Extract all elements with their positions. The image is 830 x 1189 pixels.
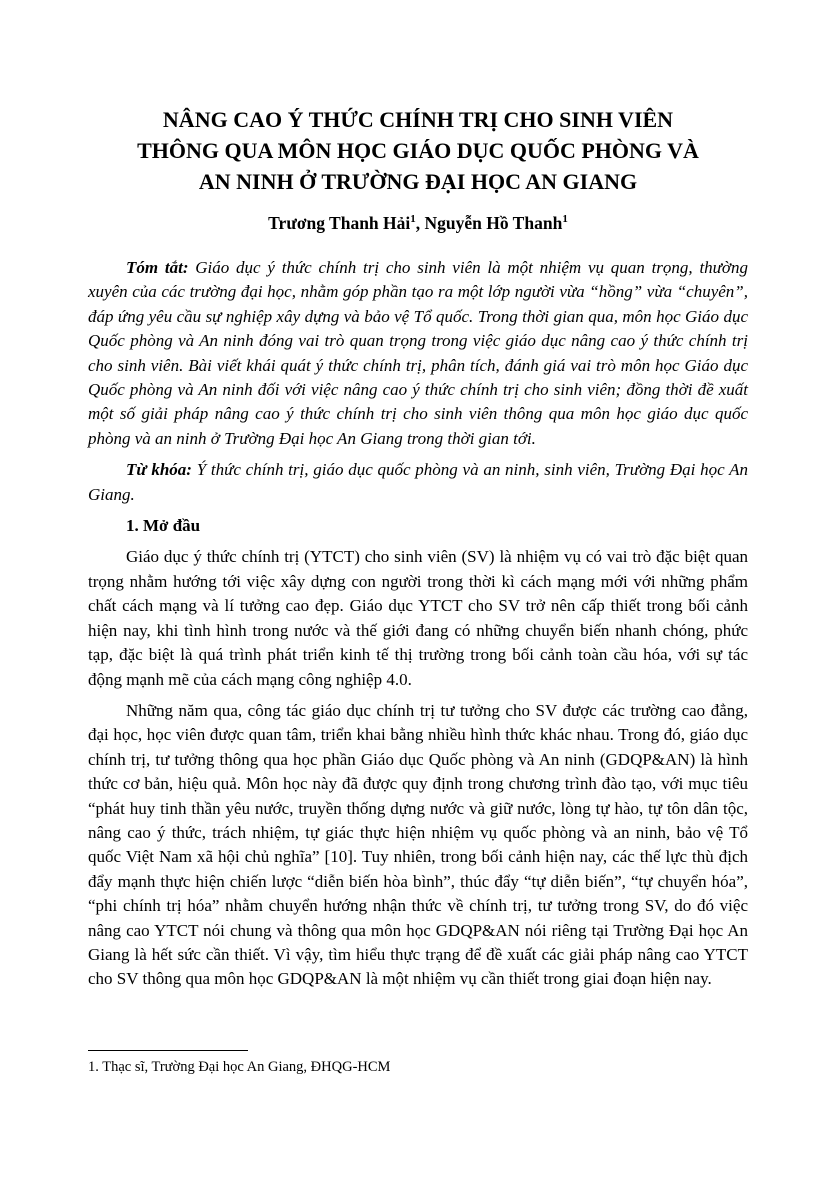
abstract-text: Giáo dục ý thức chính trị cho sinh viên là một nhiệm vụ quan trọng, thường xuyên của các trường đại học, nhằm góp phần tạo ra một lớp người vừa “hồng” vừa “chuyên”, đáp ứng yêu cầu sự nghiệp xây dựng và bảo vệ Tổ quốc. Trong thời gian qua, môn học Giáo dục Quốc phòng và An ninh đóng vai trò quan trọng trong việc giáo dục nâng cao ý thức chính trị cho sinh viên. Bài viết khái quát ý thức chính trị, phân tích, đánh giá vai trò môn học Giáo dục Quốc phòng và An ninh đối với việc nâng cao ý thức chính trị cho sinh viên; đồng thời đề xuất một số giải pháp nâng cao ý thức chính trị cho sinh viên thông qua môn học giáo dục quốc phòng và an ninh ở Trường Đại học An Giang trong thời gian tới.	[88, 258, 749, 448]
abstract-paragraph	[88, 256, 748, 451]
section-1-heading: 1. Mở đầu	[126, 516, 201, 536]
author-1-affiliation-mark: 1	[410, 213, 416, 226]
paper-title-line-2: THÔNG QUA MÔN HỌC GIÁO DỤC QUỐC PHÒNG VÀ	[137, 138, 699, 163]
footnote-separator	[88, 1050, 248, 1051]
paper-title	[88, 104, 748, 197]
keywords-label: Từ khóa:	[126, 460, 192, 480]
page-content	[88, 104, 748, 999]
paper-title-line-3: AN NINH Ở TRƯỜNG ĐẠI HỌC AN GIANG	[198, 169, 638, 194]
footnote-text: 1. Thạc sĩ, Trường Đại học An Giang, ĐHQG-HCM	[88, 1059, 391, 1075]
author-separator: ,	[415, 213, 425, 233]
author-2-affiliation-mark: 1	[562, 213, 568, 226]
body-paragraph-1: Giáo dục ý thức chính trị (YTCT) cho sinh viên (SV) là nhiệm vụ có vai trò đặc biệt quan trọng nhằm hướng tới việc xây dựng con người trong thời kì cách mạng mới với những phẩm chất cách mạng và lí tưởng cao đẹp. Giáo dục YTCT cho SV trở nên cấp thiết trong bối cảnh hiện nay, khi tình hình trong nước và thế giới đang có những chuyển biến nhanh chóng, phức tạp, đặc biệt là quá trình phát triển kinh tế thị trường trong bối cảnh toàn cầu hóa, với sự tác động mạnh mẽ của cách mạng công nghiệp 4.0.	[88, 547, 748, 689]
body-paragraph-2: Những năm qua, công tác giáo dục chính trị tư tưởng cho SV được các trường cao đẳng, đại học, học viên được quan tâm, triển khai bằng nhiều hình thức khác nhau. Trong đó, giáo dục chính trị, tư tưởng thông qua học phần Giáo dục Quốc phòng và An ninh (GDQP&AN) là hình thức cơ bản, hiệu quả. Môn học này đã được quy định trong chương trình đào tạo, với mục tiêu “phát huy tinh thần yêu nước, truyền thống dựng nước và giữ nước, lòng tự hào, tự tôn dân tộc, nâng cao ý thức, trách nhiệm, tự giác thực hiện nhiệm vụ quốc phòng và an ninh, bảo vệ Tổ quốc Việt Nam xã hội chủ nghĩa” [10]. Tuy nhiên, trong bối cảnh hiện nay, các thế lực thù địch đẩy mạnh thực hiện chiến lược “diễn biến hòa bình”, thúc đẩy “tự diễn biến”, “tự chuyển hóa”, “phi chính trị hóa” nhằm chuyển hướng nhận thức về chính trị, tư tưởng trong SV, do đó việc nâng cao YTCT nói chung và thông qua môn học GDQP&AN nói riêng tại Trường Đại học An Giang là hết sức cần thiết. Vì vậy, tìm hiểu thực trạng để đề xuất các giải pháp nâng cao YTCT cho SV thông qua môn học GDQP&AN là một nhiệm vụ cần thiết trong giai đoạn hiện nay.	[88, 700, 748, 989]
authors-line	[88, 213, 748, 234]
paper-title-line-1: NÂNG CAO Ý THỨC CHÍNH TRỊ CHO SINH VIÊN	[162, 107, 674, 132]
abstract-label: Tóm tắt:	[126, 258, 189, 277]
footnote-area	[88, 1050, 748, 1077]
author-1: Trương Thanh Hải	[268, 213, 411, 233]
keywords-text: Ý thức chính trị, giáo dục quốc phòng và an ninh, sinh viên, Trường Đại học An Giang.	[88, 460, 749, 504]
keywords-paragraph	[88, 458, 748, 507]
author-2: Nguyễn Hồ Thanh	[424, 213, 563, 233]
